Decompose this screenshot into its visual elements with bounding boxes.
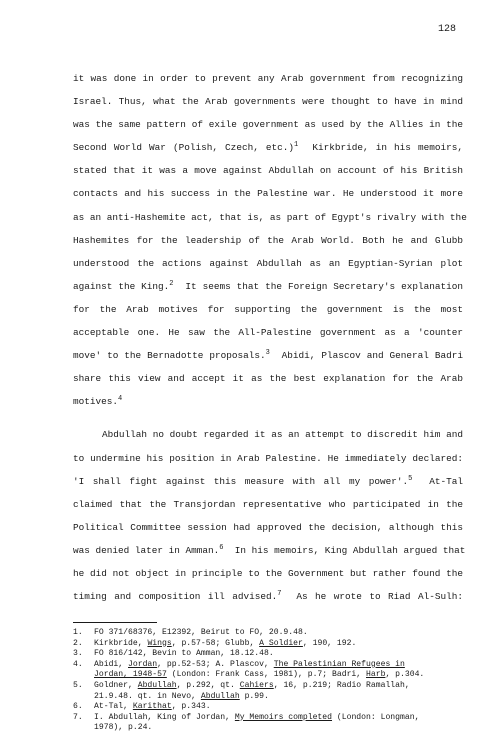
text-span: stated that it was a move against Abdullah on account of his British: [73, 165, 463, 177]
text-span: move' to the Bernadotte proposals.: [73, 350, 266, 362]
footnote-segment: Goldner,: [94, 680, 138, 690]
text-line: [73, 585, 463, 608]
cited-title: Cahiers: [239, 680, 274, 690]
footnote-text: [94, 639, 473, 650]
text-line: [73, 390, 463, 413]
cited-title: Karithat: [132, 702, 172, 712]
text-span: At-Tal: [412, 475, 463, 487]
text-line: [73, 539, 466, 562]
footnote-ref: 3: [265, 349, 270, 358]
text-line: [73, 275, 463, 298]
text-span: Second World War (Polish, Czech, etc.): [73, 142, 295, 154]
footnote-segment: , p.304.: [385, 670, 425, 680]
body-text: [73, 67, 467, 608]
footnote-segment: (London: Frank Cass, 1981), p.7; Badri,: [166, 670, 366, 680]
footnote-segment: , pp.52-53; A. Plascov,: [157, 659, 274, 669]
text-line: [73, 67, 463, 90]
footnote-segment: At-Tal,: [94, 702, 133, 712]
text-line: [73, 159, 463, 182]
text-span: claimed that the Transjordan representative who participated in the: [73, 498, 463, 510]
text-span: Kirkbride, in his memoirs,: [298, 142, 463, 154]
text-line: [73, 562, 463, 585]
cited-title: Abdullah: [137, 680, 177, 690]
footnote-segment: p.99.: [239, 691, 269, 701]
text-line: [73, 516, 463, 539]
text-line: [73, 182, 463, 205]
text-line: [73, 367, 463, 390]
text-span: Israel. Thus, what the Arab governments were thought to have in mind: [73, 96, 463, 108]
page-number: 128: [437, 24, 456, 35]
footnote-line: [94, 702, 473, 713]
footnote-segment: (London: Longman,: [332, 712, 420, 722]
footnote-number: 4.: [73, 659, 83, 669]
footnote-segment: , p.343.: [171, 702, 211, 712]
footnote-segment: 1978), p.24.: [94, 723, 153, 733]
cited-title: Harb: [366, 670, 386, 680]
text-span: timing and composition ill advised.: [73, 591, 278, 603]
footnote-number: 2.: [73, 638, 83, 648]
text-span: motives.: [73, 396, 119, 408]
footnote: [73, 639, 473, 650]
footnotes: [73, 628, 473, 734]
footnote-number: 5.: [73, 680, 83, 690]
footnote-segment: 21.9.48. qt. in Nevo,: [94, 691, 201, 701]
footnote-text: [94, 702, 473, 713]
text-span: In his memoirs, King Abdullah argued that: [223, 544, 466, 556]
text-line: [73, 470, 463, 493]
text-line: [73, 321, 463, 344]
text-line: [73, 229, 463, 252]
footnote-line: [94, 713, 473, 724]
text-line: [73, 206, 467, 229]
cited-title: The Palestinian Refugees in: [273, 659, 405, 669]
footnote: [73, 681, 473, 702]
text-span: to undermine his position in Arab Palestine. He immediately declared:: [73, 452, 463, 464]
footnote-line: [94, 692, 473, 703]
footnote-segment: , p.292, qt.: [176, 680, 240, 690]
footnote: [73, 713, 473, 734]
footnote-ref: 5: [408, 474, 413, 483]
footnote-line: [94, 723, 473, 734]
text-line: [73, 298, 463, 321]
footnote-line: [94, 660, 473, 671]
footnote-segment: , 16, p.219; Radio Ramallah,: [273, 680, 410, 690]
text-span: he did not object in principle to the Government but rather found the: [73, 567, 463, 579]
footnote-segment: FO 371/68376, E12392, Beirut to FO, 20.9.48.: [94, 628, 308, 637]
footnote: [73, 702, 473, 713]
footnote: [73, 660, 473, 681]
text-span: Hashemites for the leadership of the Arab World. Both he and Glubb: [73, 234, 463, 246]
text-span: contacts and his success in the Palestine war. He understood it more: [73, 188, 463, 200]
footnote-segment: Kirkbride,: [94, 638, 148, 648]
footnote-text: [94, 649, 473, 660]
text-span: It seems that the Foreign Secretary's explanation: [173, 280, 464, 292]
cited-title: A Soldier: [259, 638, 303, 648]
text-span: 'I shall fight against this measure with all my power'.: [73, 475, 409, 487]
footnote-segment: Abidi,: [94, 659, 128, 669]
footnote-segment: , p.57-58; Glubb,: [171, 638, 260, 648]
text-span: was the same pattern of exile government as used by the Allies in the: [73, 119, 463, 131]
text-span: was denied later in Amman.: [73, 544, 220, 556]
text-span: Political Committee session had approved the decision, although this: [73, 521, 463, 533]
text-line: [73, 344, 463, 367]
text-span: As he wrote to Riad Al-Sulh:: [281, 591, 463, 603]
footnote-text: [94, 713, 473, 734]
footnote-line: [94, 649, 473, 660]
text-span: understood the actions against Abdullah as an Egyptian-Syrian plot: [73, 257, 463, 269]
footnote-number: 7.: [73, 712, 83, 722]
footnote-segment: I. Abdullah, King of Jordan,: [94, 712, 235, 722]
cited-title: Jordan: [128, 659, 158, 669]
footnote-segment: , 190, 192.: [302, 638, 357, 648]
footnote-line: [94, 670, 473, 681]
cited-title: Abdullah: [200, 691, 240, 701]
footnote-segment: FO 816/142, Bevin to Amman, 18.12.48.: [94, 649, 274, 659]
cited-title: Jordan, 1948-57: [94, 670, 167, 680]
text-span: share this view and accept it as the best explanation for the Arab: [73, 373, 463, 385]
footnote-text: [94, 660, 473, 681]
text-span: as an anti-Hashemite act, that is, as part of Egypt's rivalry with the: [73, 211, 467, 223]
text-span: Abdullah no doubt regarded it as an attempt to discredit him and: [102, 429, 463, 441]
footnote-text: [94, 681, 473, 702]
text-span: acceptable one. He saw the All-Palestine government as a 'counter: [73, 327, 463, 339]
footnote-number: 1.: [73, 628, 83, 637]
footnote-ref: 7: [277, 590, 282, 599]
text-span: against the King.: [73, 280, 170, 292]
footnote-text: [94, 628, 473, 639]
text-line: [73, 493, 463, 516]
text-line: [73, 423, 463, 446]
text-line: [73, 447, 463, 470]
cited-title: My Memoirs completed: [234, 712, 333, 722]
footnote: [73, 628, 473, 639]
text-line: [73, 136, 463, 159]
footnote-divider: [73, 622, 157, 623]
text-line: [73, 252, 463, 275]
footnote-ref: 2: [169, 279, 174, 288]
footnote-line: [94, 681, 473, 692]
text-span: Abidi, Plascov and General Badri: [269, 350, 464, 362]
footnote-number: 6.: [73, 702, 83, 712]
footnote-ref: 4: [118, 395, 123, 404]
text-line: [73, 90, 463, 113]
footnote-line: [94, 639, 473, 650]
text-span: for the Arab motives for supporting the government is the most: [73, 303, 463, 315]
footnote-ref: 6: [219, 543, 224, 552]
footnote-line: [94, 628, 473, 639]
text-line: [73, 113, 463, 136]
cited-title: Wings: [147, 638, 172, 648]
text-span: it was done in order to prevent any Arab government from recognizing: [73, 73, 463, 84]
footnote-ref: 1: [294, 141, 299, 150]
footnote-number: 3.: [73, 649, 83, 659]
footnote: [73, 649, 473, 660]
